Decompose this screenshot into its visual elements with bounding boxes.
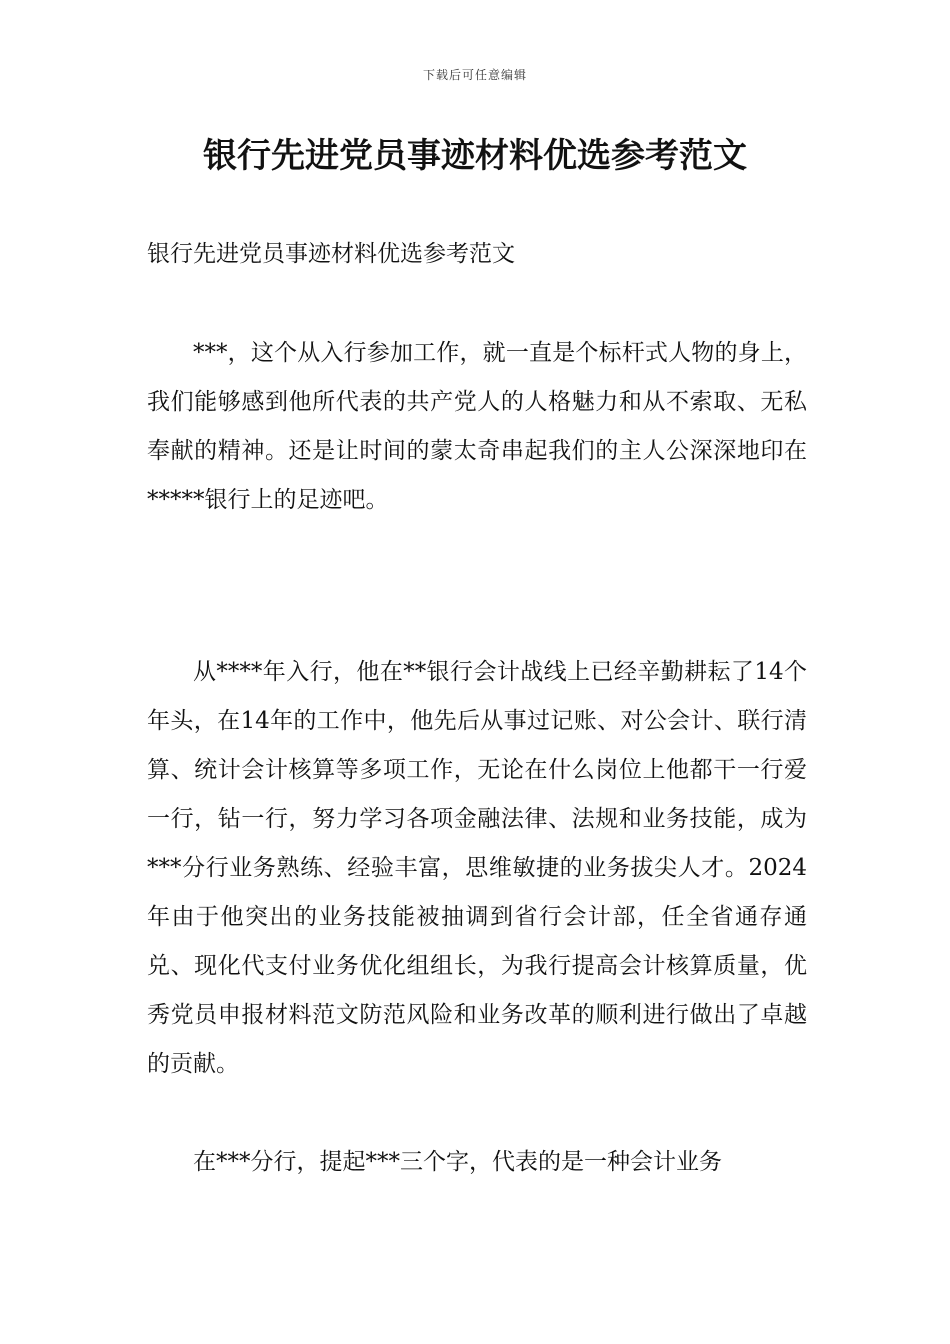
- paragraph-2: 从****年入行，他在**银行会计战线上已经辛勤耕耘了14个年头，在14年的工作中，他先后从事过记账、对公会计、联行清算、统计会计核算等多项工作，无论在什么岗位上他都干一行爱一行，钻一行，努力学习各项金融法律、法规和业务技能，成为***分行业务熟练、经验丰富，思维敏捷的业务拔尖人才。2024年由于他突出的业务技能被抽调到省行会计部，任全省通存通兑、现化代支付业务优化组组长，为我行提高会计核算质量，优秀党员申报材料范文防范风险和业务改革的顺利进行做出了卓越的贡献。: [147, 659, 807, 1077]
- paragraph-3: 在***分行，提起***三个字，代表的是一种会计业务: [193, 1149, 722, 1175]
- header-note: 下载后可任意编辑: [422, 68, 527, 82]
- document-body: [147, 230, 807, 1187]
- document-subtitle: 银行先进党员事迹材料优选参考范文: [147, 241, 515, 267]
- paragraph-1: ***，这个从入行参加工作，就一直是个标杆式人物的身上，我们能够感到他所代表的共产党人的人格魅力和从不索取、无私奉献的精神。还是让时间的蒙太奇串起我们的主人公深深地印在*****银行上的足迹吧。: [147, 340, 807, 513]
- document-title: 银行先进党员事迹材料优选参考范文: [203, 136, 747, 176]
